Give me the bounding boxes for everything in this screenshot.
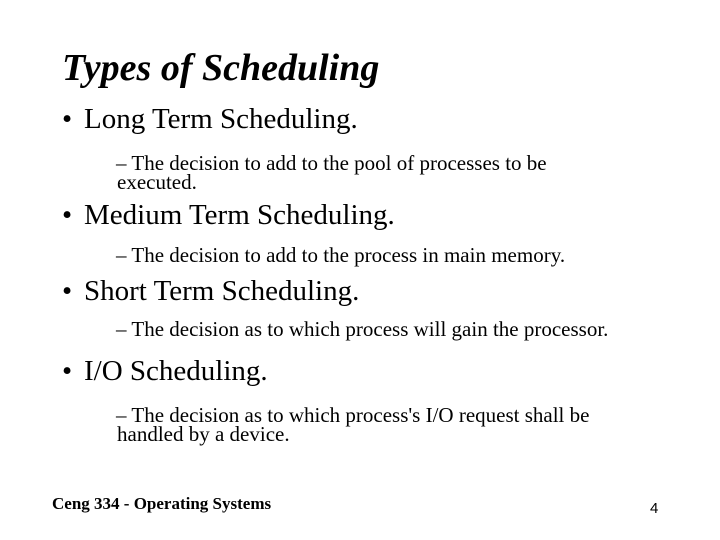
slide-title: Types of Scheduling xyxy=(62,47,380,89)
footer-course-title: Ceng 334 - Operating Systems xyxy=(52,494,272,513)
bullet-io xyxy=(62,356,268,388)
sub-line: handled by a device. xyxy=(117,421,290,446)
bullet-short-term xyxy=(62,276,359,308)
sub-item-long-term xyxy=(116,151,547,194)
sub-item-short-term xyxy=(116,317,609,341)
bullet-text: I/O Scheduling. xyxy=(84,355,268,387)
sub-item-io xyxy=(116,403,590,446)
bullet-dot: • xyxy=(62,275,73,307)
bullet-dot: • xyxy=(62,103,73,135)
sub-dash: – xyxy=(116,403,127,427)
bullet-text: Short Term Scheduling. xyxy=(84,275,360,307)
sub-line: The decision as to which process will gain the processor. xyxy=(131,317,609,341)
bullet-medium-term xyxy=(62,200,395,232)
sub-line: The decision to add to the pool of processes to be xyxy=(131,151,547,175)
sub-dash: – xyxy=(116,317,127,341)
bullet-long-term xyxy=(62,104,358,136)
sub-line: executed. xyxy=(117,169,197,194)
page-number: 4 xyxy=(650,500,659,517)
sub-item-medium-term xyxy=(116,243,566,267)
sub-dash: – xyxy=(116,243,127,267)
bullet-text: Long Term Scheduling. xyxy=(84,103,358,135)
bullet-dot: • xyxy=(62,355,73,387)
bullet-text: Medium Term Scheduling. xyxy=(84,199,395,231)
sub-dash: – xyxy=(116,151,127,175)
sub-line: The decision to add to the process in main memory. xyxy=(131,243,566,267)
bullet-dot: • xyxy=(62,199,73,231)
sub-line: The decision as to which process's I/O request shall be xyxy=(131,403,590,427)
